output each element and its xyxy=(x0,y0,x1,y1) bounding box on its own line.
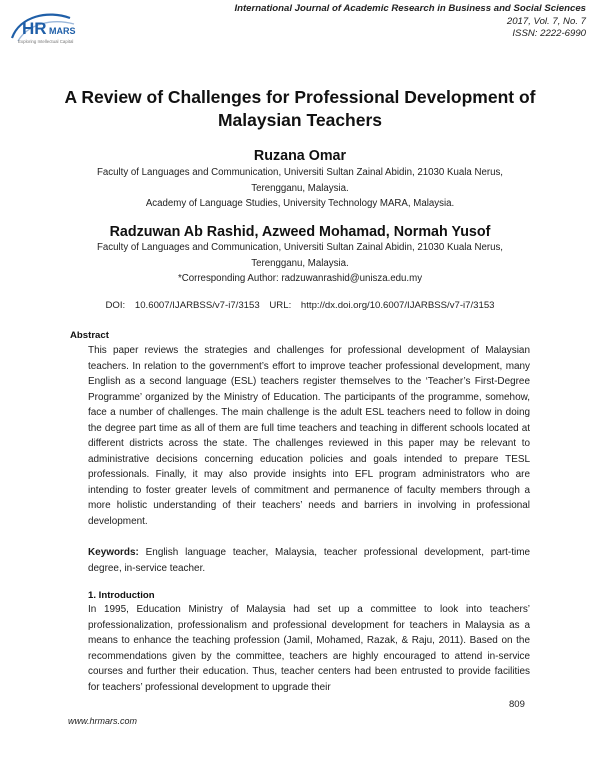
keywords xyxy=(88,545,530,576)
page-number: 809 xyxy=(509,699,525,710)
journal-name: International Journal of Academic Research in Business and Social Sciences xyxy=(234,3,586,14)
url-label: URL: xyxy=(269,300,292,311)
paper-title xyxy=(30,86,570,132)
doi-label: DOI: xyxy=(105,300,126,311)
paper-title-line1: A Review of Challenges for Professional Development of xyxy=(64,87,536,107)
author1-affiliation xyxy=(60,165,540,212)
keywords-text: English language teacher, Malaysia, teacher professional development, part-time degree, in-service teacher. xyxy=(88,547,531,574)
author1-aff-line1: Faculty of Languages and Communication, Universiti Sultan Zainal Abidin, 21030 Kuala Nerus, xyxy=(96,167,504,178)
footer-url: www.hrmars.com xyxy=(68,716,138,726)
author1-aff-line2: Terengganu, Malaysia. xyxy=(251,182,349,194)
logo-text: HR xyxy=(22,19,47,38)
author2-aff-line1: Faculty of Languages and Communication, Universiti Sultan Zainal Abidin, 21030 Kuala Nerus, xyxy=(96,242,504,253)
journal-info xyxy=(234,3,586,41)
author2-names: Radzuwan Ab Rashid, Azweed Mohamad, Normah Yusof xyxy=(109,224,491,240)
journal-issn: ISSN: 2222-6990 xyxy=(512,28,586,39)
publisher-logo xyxy=(8,8,118,50)
intro-heading: 1. Introduction xyxy=(88,590,155,601)
paper-title-line2: Malaysian Teachers xyxy=(217,110,383,130)
corresponding-author: *Corresponding Author: radzuwanrashid@unisza.edu.my xyxy=(177,273,423,284)
author1-name: Ruzana Omar xyxy=(253,148,347,164)
author1-aff-line3: Academy of Language Studies, University Technology MARA, Malaysia. xyxy=(145,198,455,209)
url-value: http://dx.doi.org/10.6007/IJARBSS/v7-i7/3153 xyxy=(300,300,495,311)
hrmars-logo-icon xyxy=(8,8,118,50)
intro-text: In 1995, Education Ministry of Malaysia had set up a committee to look into teachers’ professionalization, professionalism and professional development for teachers in Malaysia as a means to enhance the teaching profession (Jamil, Mohamed, Razak, & Raju, 2011). Based on the recommendations given by the committee, teachers are highly encouraged to attend in-service courses and further their education. Thus, teacher centers had been entrusted to provide facilities for teachers’ professional development to upgrade their xyxy=(88,604,530,693)
doi-value: 10.6007/IJARBSS/v7-i7/3153 xyxy=(134,300,260,311)
author2-affiliation xyxy=(60,240,540,287)
logo-tagline: Exploring Intellectual Capital xyxy=(18,39,74,44)
keywords-label: Keywords: xyxy=(88,547,139,558)
doi-line xyxy=(0,300,600,311)
journal-volume: 2017, Vol. 7, No. 7 xyxy=(506,15,586,27)
logo-text2: MARS xyxy=(49,26,76,36)
author2-aff-line2: Terengganu, Malaysia. xyxy=(251,257,349,269)
abstract-heading: Abstract xyxy=(70,330,109,341)
abstract-text: This paper reviews the strategies and challenges for professional development of Malaysian teachers. In relation to the government’s effort to improve teacher professional development, many English as a second language (ESL) teachers register themselves to the ‘Teacher’s First-Degree Programme’ organized by the Ministry of Education. The participants of the programme, somehow, face a number of challenges. The main challenge is the adult ESL teachers need to follow in doing the degree part time as all of them are full time teachers and teaching in different schools located at different districts across the state. The challenges reviewed in this paper may be relevant to administrative decisions concerning education policies and goals intended to prepare TESL professionals. Finally, it may also provide insights into EFL program administrators who are intending to foster greater levels of commitment and permanence of faculty members through a more holistic understanding of their teachers’ needs and barriers in involving in professional development. xyxy=(88,345,530,527)
